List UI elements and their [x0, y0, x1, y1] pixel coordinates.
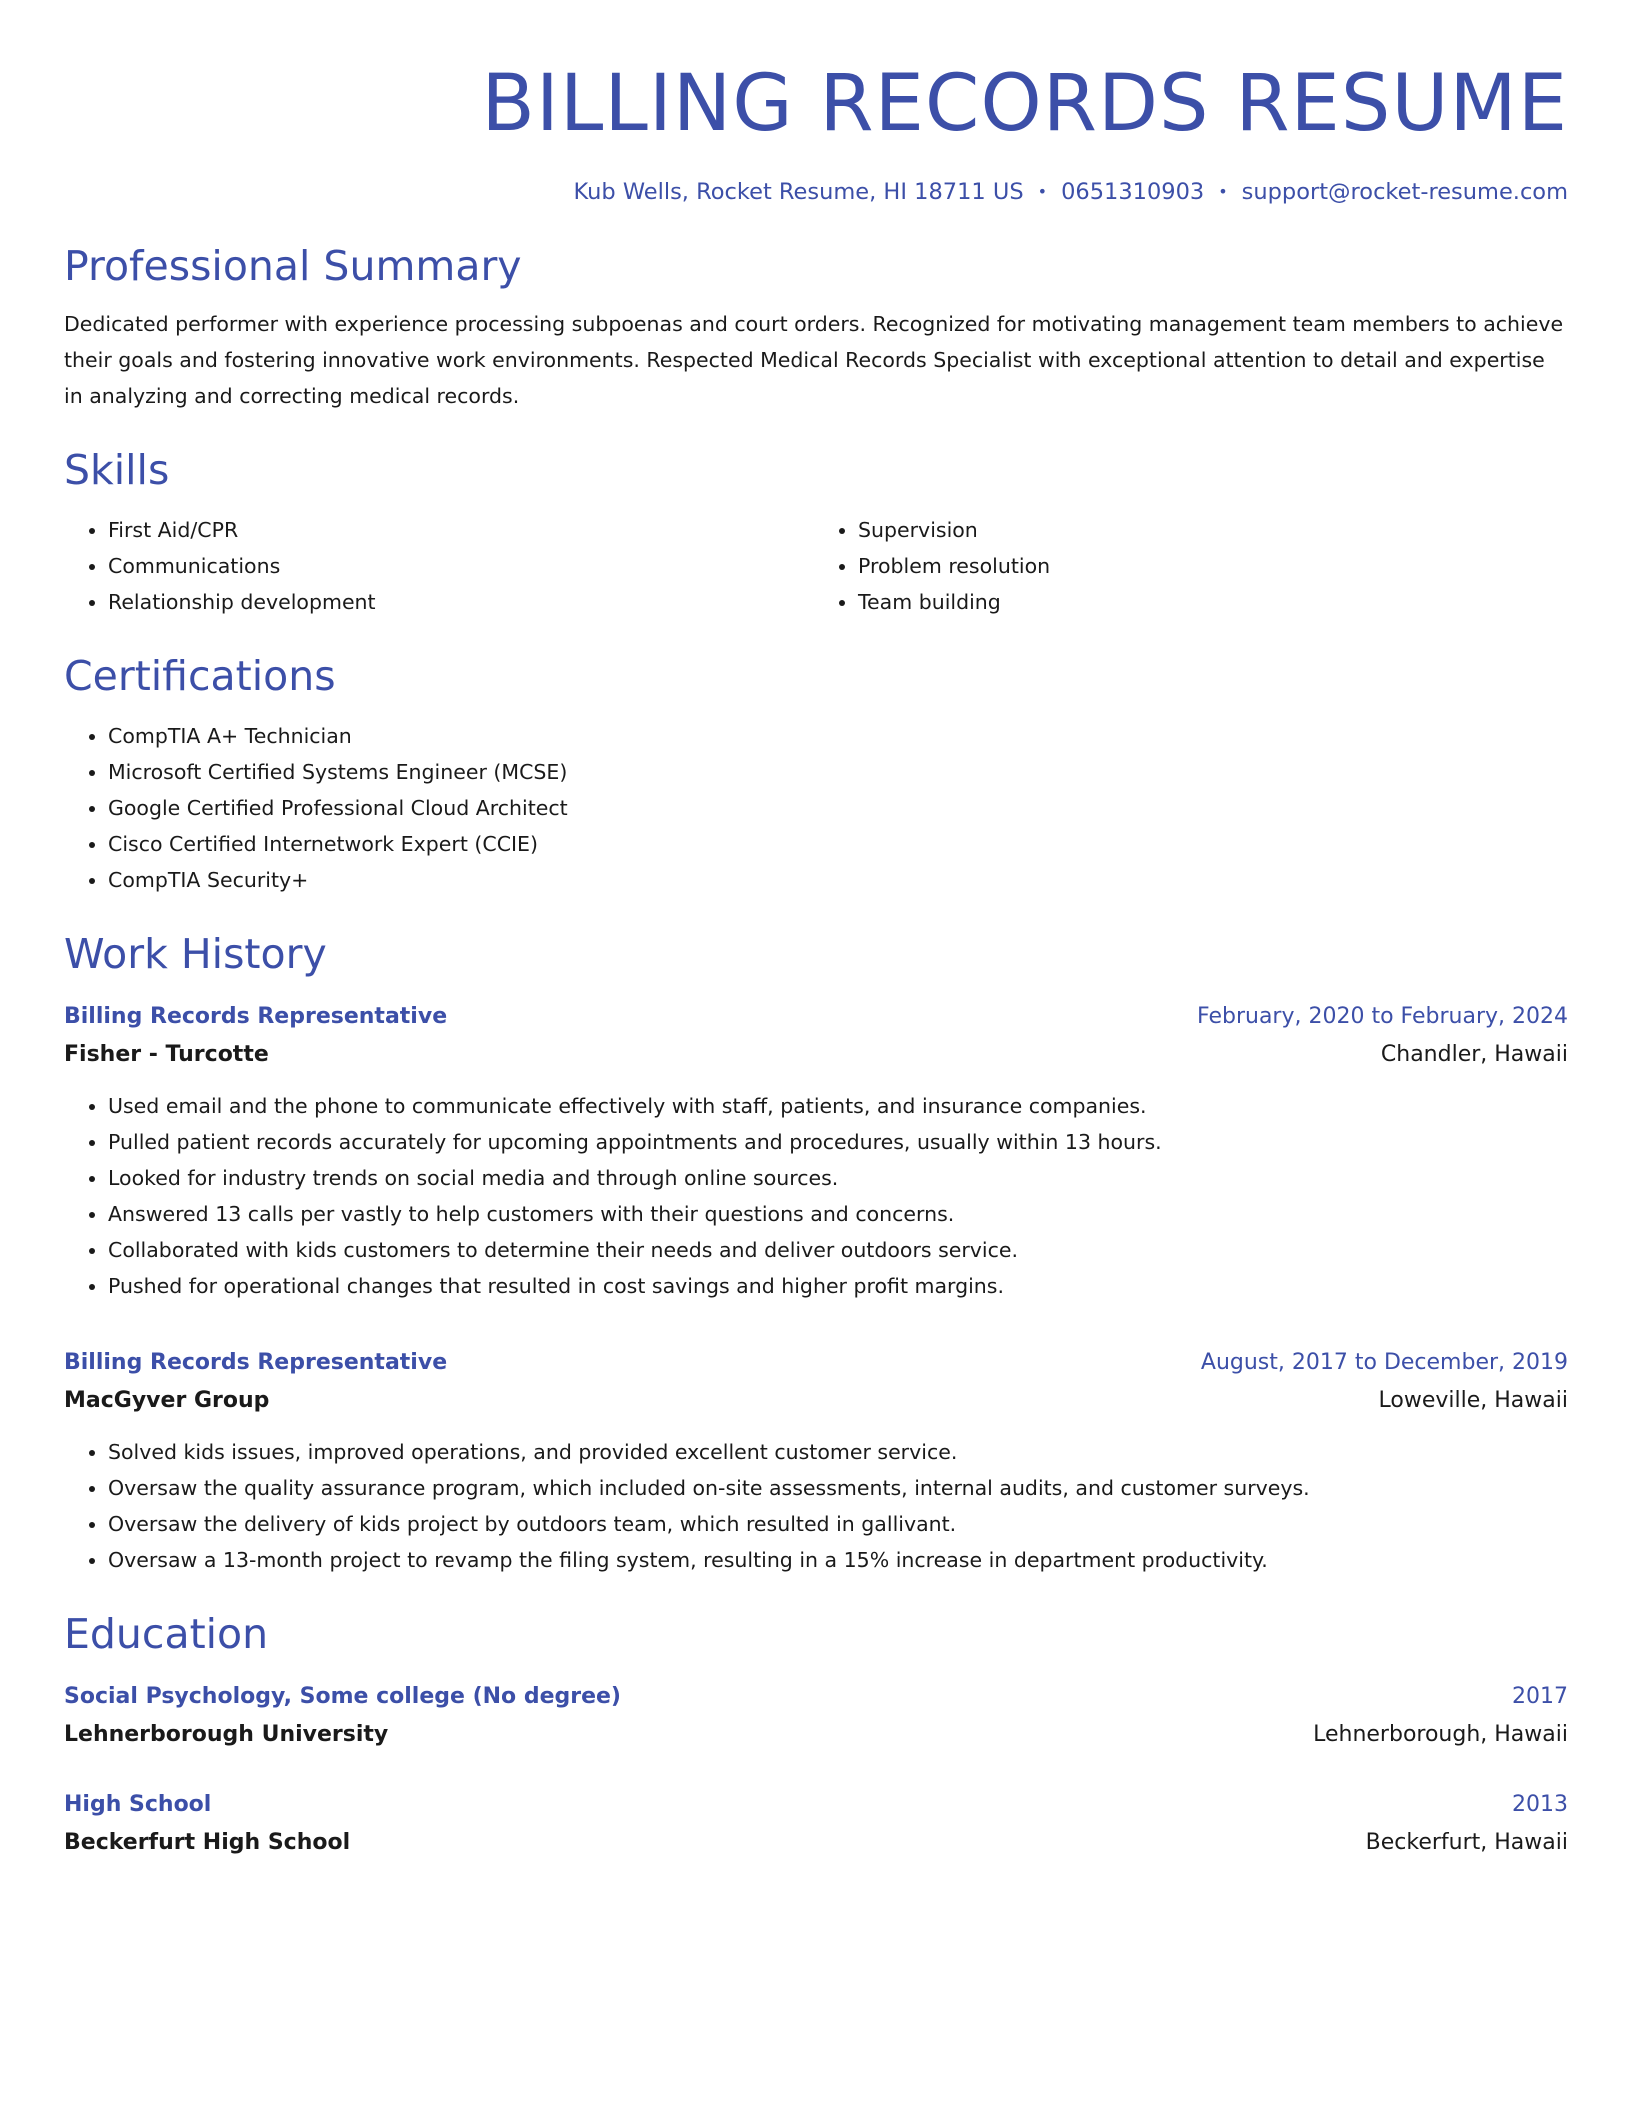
education-degree: High School: [64, 1792, 212, 1817]
job-entry: [64, 1344, 1568, 1578]
education-degree-row: [64, 1678, 1568, 1716]
education-year: 2013: [1512, 1792, 1568, 1817]
resume-page: [64, 0, 1568, 1862]
skills-column-left: [64, 512, 818, 620]
job-header-row: [64, 998, 1568, 1036]
job-dates: February, 2020 to February, 2024: [1197, 1004, 1568, 1029]
job-entry: [64, 998, 1568, 1304]
certifications-heading: Certifications: [64, 652, 336, 700]
contact-email: support@rocket-resume.com: [1241, 179, 1568, 205]
job-bullet: • Answered 13 calls per vastly to help customers with their questions and concerns.: [108, 1196, 1568, 1232]
job-location: Loweville, Hawaii: [1378, 1388, 1568, 1413]
job-title: Billing Records Representative: [64, 1004, 448, 1029]
job-bullet: • Pulled patient records accurately for upcoming appointments and procedures, usually within 13 hours.: [108, 1124, 1568, 1160]
job-header-row: [64, 1344, 1568, 1382]
job-bullet: • Pushed for operational changes that resulted in cost savings and higher profit margins.: [108, 1268, 1568, 1304]
education-school-row: [64, 1716, 1568, 1754]
skills-list: [64, 512, 1568, 620]
summary-heading: Professional Summary: [64, 242, 522, 290]
skill-item: • Supervision: [858, 512, 1568, 548]
education-location: Beckerfurt, Hawaii: [1365, 1830, 1568, 1855]
education-school-row: [64, 1824, 1568, 1862]
job-title: Billing Records Representative: [64, 1350, 448, 1375]
job-bullet: • Oversaw the quality assurance program, which included on-site assessments, internal audits, and customer surveys.: [108, 1470, 1568, 1506]
summary-text: Dedicated performer with experience processing subpoenas and court orders. Recognized for motivating management team members to achieve their goals and fostering innovative work environments. Respected Medical Records Specialist with exceptional attention to detail and expertise in analyzing and correcting medical records.: [64, 312, 1564, 408]
certification-item: • Microsoft Certified Systems Engineer (MCSE): [108, 754, 1568, 790]
education-school: Beckerfurt High School: [64, 1830, 351, 1855]
job-bullets: [64, 1434, 1568, 1578]
contact-address: Kub Wells, Rocket Resume, HI 18711 US: [573, 179, 1024, 205]
contact-line: [64, 176, 1568, 208]
skills-column-right: [814, 512, 1568, 620]
education-year: 2017: [1512, 1684, 1568, 1709]
certification-item: • Google Certified Professional Cloud Architect: [108, 790, 1568, 826]
job-company-row: [64, 1036, 1568, 1074]
contact-phone: 0651310903: [1061, 179, 1205, 205]
job-company: Fisher - Turcotte: [64, 1042, 269, 1067]
education-location: Lehnerborough, Hawaii: [1313, 1722, 1568, 1747]
job-bullet: • Used email and the phone to communicate effectively with staff, patients, and insurance companies.: [108, 1088, 1568, 1124]
job-bullet: • Solved kids issues, improved operations, and provided excellent customer service.: [108, 1434, 1568, 1470]
skill-item: • Problem resolution: [858, 548, 1568, 584]
job-bullet: • Looked for industry trends on social media and through online sources.: [108, 1160, 1568, 1196]
certification-item: • Cisco Certified Internetwork Expert (CCIE): [108, 826, 1568, 862]
certification-item: • CompTIA Security+: [108, 862, 1568, 898]
education-degree: Social Psychology, Some college (No degree): [64, 1684, 621, 1709]
skills-heading: Skills: [64, 446, 170, 494]
job-bullet: • Collaborated with kids customers to determine their needs and deliver outdoors service.: [108, 1232, 1568, 1268]
contact-separator: •: [1218, 182, 1228, 201]
skill-item: • Communications: [108, 548, 818, 584]
resume-title: BILLING RECORDS RESUME: [481, 59, 1568, 149]
job-company-row: [64, 1382, 1568, 1420]
education-entry: [64, 1678, 1568, 1754]
job-bullets: [64, 1088, 1568, 1304]
job-dates: August, 2017 to December, 2019: [1200, 1350, 1568, 1375]
skill-item: • Relationship development: [108, 584, 818, 620]
job-bullet: • Oversaw the delivery of kids project by outdoors team, which resulted in gallivant.: [108, 1506, 1568, 1542]
certification-item: • CompTIA A+ Technician: [108, 718, 1568, 754]
education-heading: Education: [64, 1610, 269, 1658]
certifications-list: [64, 718, 1568, 898]
work-history-heading: Work History: [64, 930, 327, 978]
job-company: MacGyver Group: [64, 1388, 270, 1413]
contact-separator: •: [1037, 182, 1048, 201]
skill-item: • Team building: [858, 584, 1568, 620]
education-entry: [64, 1786, 1568, 1862]
skill-item: • First Aid/CPR: [108, 512, 818, 548]
education-school: Lehnerborough University: [64, 1722, 389, 1747]
job-location: Chandler, Hawaii: [1380, 1042, 1568, 1067]
job-bullet: • Oversaw a 13-month project to revamp the filing system, resulting in a 15% increase in department productivity.: [108, 1542, 1568, 1578]
education-degree-row: [64, 1786, 1568, 1824]
